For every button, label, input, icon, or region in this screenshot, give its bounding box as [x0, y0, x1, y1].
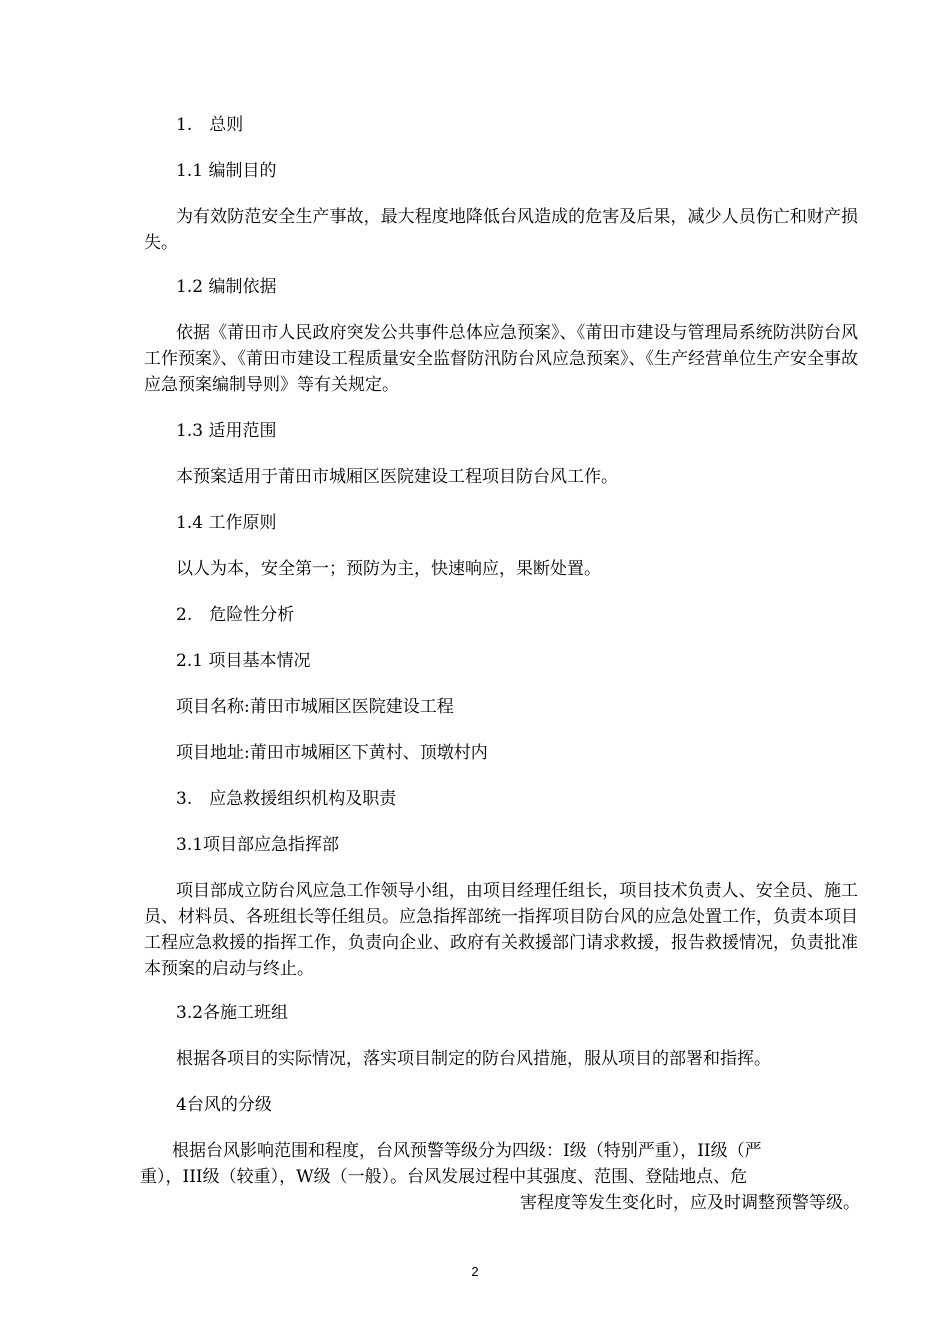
- paragraph-purpose: 为有效防范安全生产事故，最大程度地降低台风造成的危害及后果，减少人员伤亡和财产损失。: [144, 207, 858, 253]
- paragraph-command: 项目部成立防台风应急工作领导小组，由项目经理任组长，项目技术负责人、安全员、施工员、材料员、各班组长等任组员。应急指挥部统一指挥项目防台风的应急处置工作，负责本项目工程应急救援的指挥工作，负责向企业、政府有关救援部门请求救援，报告救援情况，负责批准本预案的启动与终止。: [144, 881, 858, 979]
- typhoon-levels-line-2: 重），III级（较重），W级（一般）。台风发展过程中其强度、范围、登陆地点、危: [140, 1167, 748, 1187]
- project-name: 项目名称:莆田市城厢区医院建设工程: [176, 697, 454, 717]
- heading-section-1-2: 1.2 编制依据: [176, 277, 277, 297]
- paragraph-principles: 以人为本，安全第一；预防为主，快速响应，果断处置。: [176, 559, 601, 579]
- page-number: 2: [471, 1264, 479, 1279]
- heading-section-3: 3. 应急救援组织机构及职责: [176, 789, 397, 809]
- project-address: 项目地址:莆田市城厢区下黄村、顶墩村内: [176, 743, 488, 763]
- paragraph-scope: 本预案适用于莆田市城厢区医院建设工程项目防台风工作。: [176, 467, 618, 487]
- heading-section-4: 4台风的分级: [176, 1095, 272, 1115]
- heading-section-1-1: 1.1 编制目的: [176, 161, 277, 181]
- paragraph-typhoon-levels: [140, 1138, 860, 1216]
- paragraph-teams: 根据各项目的实际情况，落实项目制定的防台风措施，服从项目的部署和指挥。: [176, 1049, 771, 1069]
- heading-section-2: 2. 危险性分析: [176, 605, 295, 625]
- heading-section-1-3: 1.3 适用范围: [176, 421, 277, 441]
- typhoon-levels-line-1: 根据台风影响范围和程度，台风预警等级分为四级：I级（特别严重），II级（严: [172, 1141, 762, 1161]
- heading-section-1: 1. 总则: [176, 115, 244, 135]
- heading-section-3-2: 3.2各施工班组: [176, 1003, 289, 1023]
- typhoon-levels-line-3: 害程度等发生变化时，应及时调整预警等级。: [520, 1193, 860, 1213]
- paragraph-basis: 依据《莆田市人民政府突发公共事件总体应急预案》、《莆田市建设与管理局系统防洪防台风工作预案》、《莆田市建设工程质量安全监督防汛防台风应急预案》、《生产经营单位生产安全事故应急预案编制导则》等有关规定。: [144, 323, 858, 395]
- heading-section-3-1: 3.1项目部应急指挥部: [176, 835, 340, 855]
- heading-section-2-1: 2.1 项目基本情况: [176, 651, 311, 671]
- heading-section-1-4: 1.4 工作原则: [176, 513, 277, 533]
